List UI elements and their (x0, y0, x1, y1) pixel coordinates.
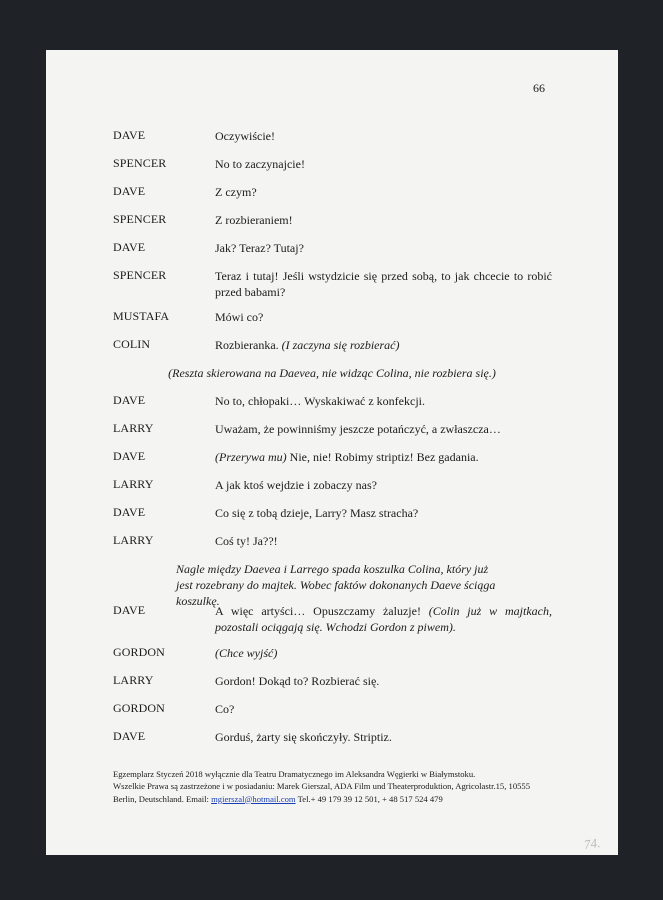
dialogue-text (215, 337, 552, 353)
footer-line: Egzemplarz Styczeń 2018 wyłącznie dla Teatru Dramatycznego im Aleksandra Węgierki w Białymstoku. (113, 769, 476, 779)
stage-direction: (Przerywa mu) (215, 450, 287, 464)
dialogue-text: Gordon! Dokąd to? Rozbierać się. (215, 674, 380, 688)
dialogue-text: Coś ty! Ja??! (215, 534, 278, 548)
speaker-name: LARRY (113, 673, 154, 687)
speaker-name: DAVE (113, 449, 146, 463)
speaker-name: DAVE (113, 240, 146, 254)
dialogue-text: Oczywiście! (215, 129, 275, 143)
dialogue-text-part: Nie, nie! Robimy striptiz! Bez gadania. (286, 450, 479, 464)
dialogue-text: Z rozbieraniem! (215, 213, 293, 227)
speaker-name: DAVE (113, 505, 146, 519)
dialogue-text: Uważam, że powinniśmy jeszcze potańczyć, a zwłaszcza… (215, 422, 501, 436)
speaker-name: SPENCER (113, 156, 167, 170)
speaker-name: DAVE (113, 393, 146, 407)
dialogue-text: Gorduś, żarty się skończyły. Striptiz. (215, 730, 392, 744)
footer-line: Wszelkie Prawa są zastrzeżone i w posiadaniu: Marek Gierszal, ADA Film und Theaterproduktion, Agricolastr.15, 10555 (113, 781, 531, 792)
speaker-name: COLIN (113, 337, 151, 351)
dialogue-text (215, 603, 552, 635)
dialogue-text: Co? (215, 702, 235, 716)
speaker-name: SPENCER (113, 268, 167, 282)
dialogue-text: Mówi co? (215, 310, 264, 324)
archive-mark: 74. (582, 834, 602, 853)
speaker-name: LARRY (113, 477, 154, 491)
speaker-name: DAVE (113, 603, 146, 617)
stage-direction: Nagle między Daevea i Larrego spada koszulka Colina, który już jest rozebrany do majtek. Wobec faktów dokonanych Daeve ściąga koszulkę. (176, 562, 496, 608)
dialogue-text-part: A więc artyści… Opuszczamy żaluzje! (215, 604, 421, 618)
speaker-name: SPENCER (113, 212, 167, 226)
footer-text: Tel.+ 49 179 39 12 501, + 48 517 524 479 (295, 793, 443, 804)
speaker-name: LARRY (113, 533, 154, 547)
dialogue-text (215, 449, 552, 465)
speaker-name: GORDON (113, 645, 165, 659)
email-link[interactable]: mgierszal@hotmail.com (211, 793, 296, 804)
speaker-name: MUSTAFA (113, 309, 170, 323)
dialogue-text: No to zaczynajcie! (215, 157, 305, 171)
speaker-name: DAVE (113, 729, 146, 743)
dialogue-text: Co się z tobą dzieje, Larry? Masz stracha? (215, 506, 419, 520)
footer-line (113, 793, 563, 805)
speaker-name: GORDON (113, 701, 165, 715)
speaker-name: DAVE (113, 184, 146, 198)
dialogue-text-part: Rozbieranka. (215, 338, 279, 352)
dialogue-text: A jak ktoś wejdzie i zobaczy nas? (215, 478, 377, 492)
copyright-footer (113, 768, 563, 805)
footer-text: Berlin, Deutschland. Email: (113, 793, 212, 804)
dialogue-text: Jak? Teraz? Tutaj? (215, 241, 304, 255)
stage-direction: (Chce wyjść) (215, 646, 278, 660)
stage-direction: (I zaczyna się rozbierać) (281, 338, 400, 352)
page-number: 66 (533, 81, 545, 95)
stage-direction: (Reszta skierowana na Daevea, nie widząc Colina, nie rozbiera się.) (168, 366, 496, 380)
dialogue-text: No to, chłopaki… Wyskakiwać z konfekcji. (215, 394, 425, 408)
dialogue-text: Z czym? (215, 185, 257, 199)
dialogue-text: Teraz i tutaj! Jeśli wstydzicie się przed sobą, to jak chcecie to robić przed babami? (215, 269, 552, 299)
speaker-name: DAVE (113, 128, 146, 142)
speaker-name: LARRY (113, 421, 154, 435)
dialogue-text (215, 645, 552, 661)
script-page (46, 50, 618, 855)
stage-direction: (Colin już w majtkach, pozostali ociągają się. Wchodzi Gordon z piwem). (215, 604, 552, 634)
